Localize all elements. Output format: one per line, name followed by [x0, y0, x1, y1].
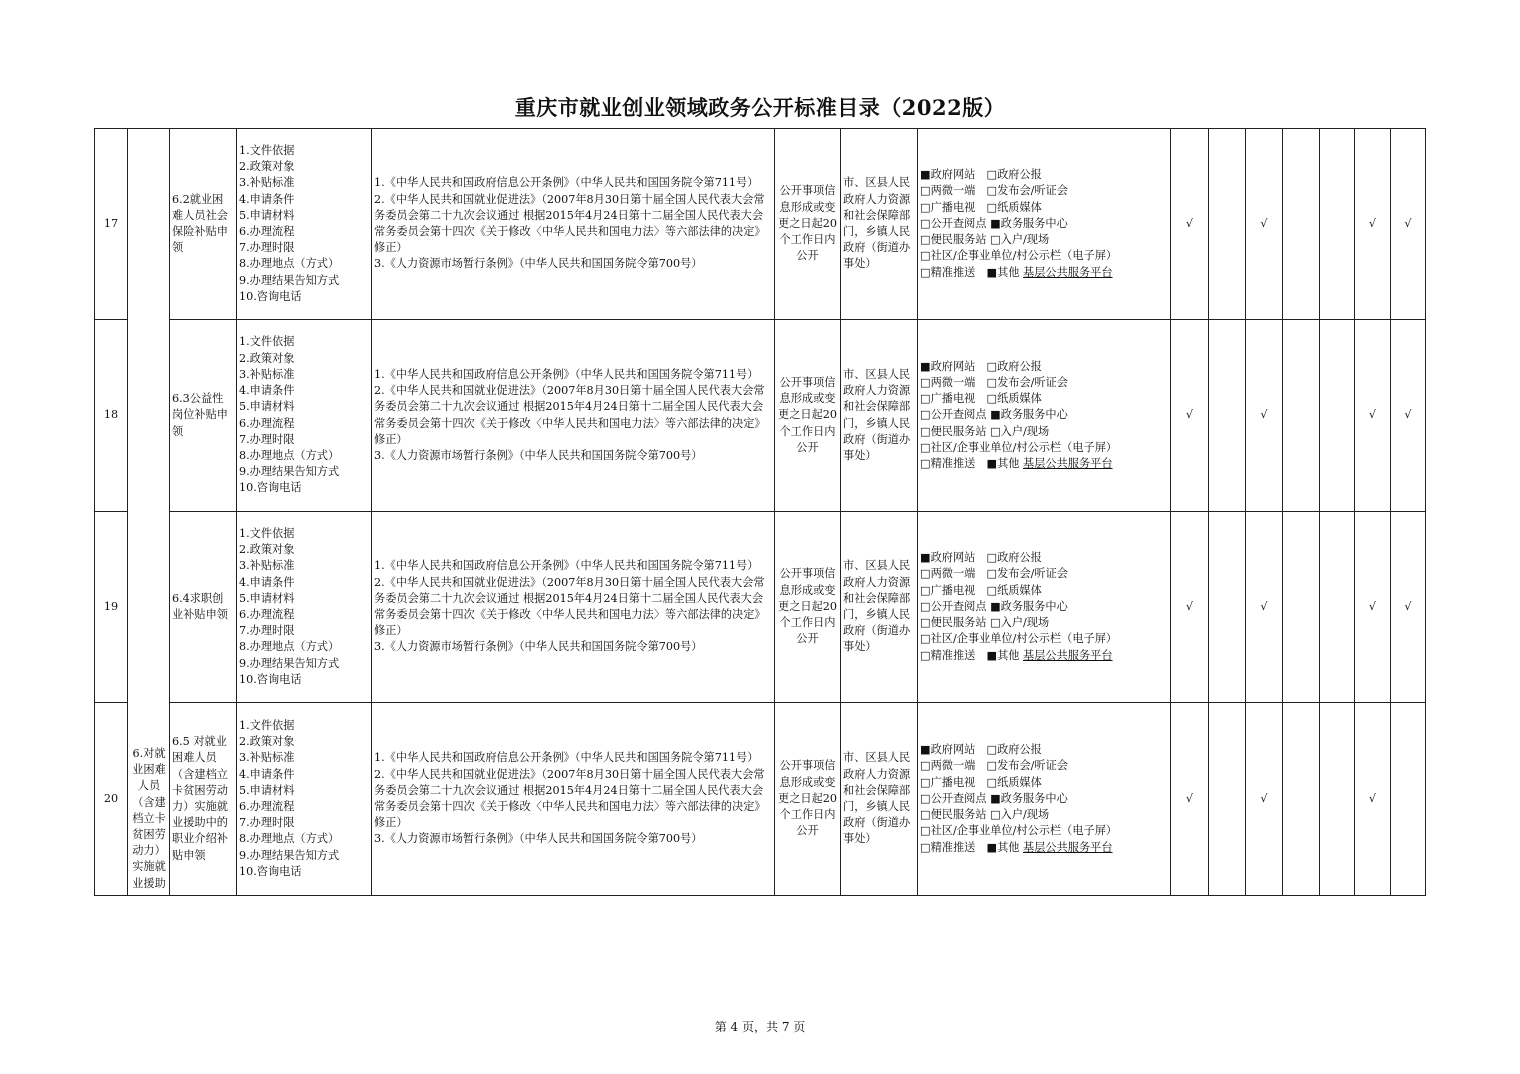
check-mark: √	[1246, 129, 1283, 320]
legal-basis: 1.《中华人民共和国政府信息公开条例》（中华人民共和国国务院令第711号） 2.《中华人民共和国就业促进法》（2007年8月30日第十届全国人民代表大会常务委员会第二十九次会议通过 根据2015年4月24日第十二届全国人民代表大会常务委员会第十四次《关于修改〈中华人民共和国电力法〉等六部法律的决定》修正） 3.《人力资源市场暂行条例》（中华人民共和国国务院令第700号）	[372, 512, 775, 703]
responsible-subject: 市、区县人民政府人力资源和社会保障部门，乡镇人民政府（街道办事处）	[841, 320, 918, 512]
content-items: 1.文件依据 2.政策对象 3.补贴标准 4.申请条件 5.申请材料 6.办理流程 7.办理时限 8.办理地点（方式） 9.办理结果告知方式 10.咨询电话	[237, 129, 372, 320]
channel-line: □公开查阅点 ■政务服务中心	[920, 791, 1068, 805]
channel-line: ■政府网站 □政府公报	[920, 551, 1042, 565]
channel-line: ■政府网站 □政府公报	[920, 168, 1042, 182]
item-name: 6.2就业困难人员社会保险补贴申领	[170, 129, 237, 320]
channel-line-prefix: □精准推送 ■其他	[920, 840, 1024, 854]
channel-line: □社区/企事业单位/村公示栏（电子屏）	[920, 632, 1118, 646]
other-channel-name: 基层公共服务平台	[1023, 840, 1113, 854]
check-mark: √	[1355, 129, 1391, 320]
channel-line: □社区/企事业单位/村公示栏（电子屏）	[920, 249, 1118, 263]
channel-line: □便民服务站 □入户/现场	[920, 424, 1050, 438]
table-row	[95, 512, 1426, 703]
time-limit: 公开事项信息形成或变更之日起20个工作日内公开	[775, 703, 841, 896]
empty-check-cell	[1283, 129, 1320, 320]
row-number: 20	[95, 703, 128, 896]
channels-cell	[918, 129, 1171, 320]
check-mark: √	[1391, 129, 1426, 320]
empty-check-cell	[1283, 512, 1320, 703]
channel-line: □便民服务站 □入户/现场	[920, 808, 1050, 822]
item-name: 6.5 对就业困难人员（含建档立卡贫困劳动力）实施就业援助中的职业介绍补贴申领	[170, 703, 237, 896]
responsible-subject: 市、区县人民政府人力资源和社会保障部门，乡镇人民政府（街道办事处）	[841, 129, 918, 320]
empty-check-cell	[1320, 129, 1355, 320]
channel-line	[920, 840, 1168, 856]
channel-line-prefix: □精准推送 ■其他	[920, 265, 1024, 279]
empty-check-cell	[1209, 703, 1246, 896]
channel-line: □公开查阅点 ■政务服务中心	[920, 408, 1068, 422]
content-items: 1.文件依据 2.政策对象 3.补贴标准 4.申请条件 5.申请材料 6.办理流程 7.办理时限 8.办理地点（方式） 9.办理结果告知方式 10.咨询电话	[237, 703, 372, 896]
channel-line: ■政府网站 □政府公报	[920, 359, 1042, 373]
empty-check-cell	[1209, 129, 1246, 320]
channel-line	[920, 648, 1168, 664]
table-body	[95, 129, 1426, 896]
time-limit: 公开事项信息形成或变更之日起20个工作日内公开	[775, 320, 841, 512]
check-mark: √	[1171, 320, 1209, 512]
channel-line-prefix: □精准推送 ■其他	[920, 457, 1024, 470]
channels-cell	[918, 512, 1171, 703]
check-mark: √	[1355, 703, 1391, 896]
channel-line-prefix: □精准推送 ■其他	[920, 648, 1024, 662]
channel-line: ■政府网站 □政府公报	[920, 743, 1042, 757]
item-name: 6.3公益性岗位补贴申领	[170, 320, 237, 512]
table-row	[95, 320, 1426, 512]
check-mark: √	[1171, 512, 1209, 703]
catalog-table	[94, 128, 1426, 896]
responsible-subject: 市、区县人民政府人力资源和社会保障部门，乡镇人民政府（街道办事处）	[841, 512, 918, 703]
item-name: 6.4求职创业补贴申领	[170, 512, 237, 703]
row-number: 19	[95, 512, 128, 703]
row-number: 17	[95, 129, 128, 320]
channel-line: □两微一端 □发布会/听证会	[920, 375, 1068, 389]
channel-line: □公开查阅点 ■政务服务中心	[920, 599, 1068, 613]
empty-check-cell	[1283, 320, 1320, 512]
channel-line	[920, 265, 1168, 281]
content-items: 1.文件依据 2.政策对象 3.补贴标准 4.申请条件 5.申请材料 6.办理流程 7.办理时限 8.办理地点（方式） 9.办理结果告知方式 10.咨询电话	[237, 512, 372, 703]
channel-line: □广播电视 □纸质媒体	[920, 200, 1042, 214]
check-mark: √	[1171, 129, 1209, 320]
check-mark: √	[1246, 703, 1283, 896]
check-mark: √	[1355, 320, 1391, 512]
channel-line: □便民服务站 □入户/现场	[920, 233, 1050, 247]
empty-check-cell	[1391, 703, 1426, 896]
category-label: 6.对就业困难人员（含建档立卡贫困劳动力）实施就业援助	[132, 747, 166, 890]
empty-check-cell	[1209, 320, 1246, 512]
page-footer: 第 4 页，共 7 页	[714, 1020, 806, 1034]
empty-check-cell	[1320, 320, 1355, 512]
channel-line	[920, 456, 1168, 472]
channel-line: □广播电视 □纸质媒体	[920, 392, 1042, 406]
channel-line: □两微一端 □发布会/听证会	[920, 184, 1068, 198]
page-title: 重庆市就业创业领域政务公开标准目录（2022版）	[514, 95, 1006, 120]
channel-line: □两微一端 □发布会/听证会	[920, 759, 1068, 773]
channels-cell	[918, 703, 1171, 896]
time-limit: 公开事项信息形成或变更之日起20个工作日内公开	[775, 512, 841, 703]
check-mark: √	[1246, 320, 1283, 512]
empty-check-cell	[1320, 703, 1355, 896]
check-mark: √	[1355, 512, 1391, 703]
empty-check-cell	[1283, 703, 1320, 896]
responsible-subject: 市、区县人民政府人力资源和社会保障部门，乡镇人民政府（街道办事处）	[841, 703, 918, 896]
channel-line: □广播电视 □纸质媒体	[920, 583, 1042, 597]
channel-line: □社区/企事业单位/村公示栏（电子屏）	[920, 824, 1118, 838]
channel-line: □便民服务站 □入户/现场	[920, 616, 1050, 630]
table-row	[95, 129, 1426, 320]
empty-check-cell	[1320, 512, 1355, 703]
content-items: 1.文件依据 2.政策对象 3.补贴标准 4.申请条件 5.申请材料 6.办理流程 7.办理时限 8.办理地点（方式） 9.办理结果告知方式 10.咨询电话	[237, 320, 372, 512]
table-row	[95, 703, 1426, 896]
category-cell	[128, 129, 170, 896]
other-channel-name: 基层公共服务平台	[1023, 457, 1113, 470]
channel-line: □广播电视 □纸质媒体	[920, 775, 1042, 789]
check-mark: √	[1391, 320, 1426, 512]
channel-line: □社区/企事业单位/村公示栏（电子屏）	[920, 440, 1118, 454]
check-mark: √	[1171, 703, 1209, 896]
row-number: 18	[95, 320, 128, 512]
empty-check-cell	[1209, 512, 1246, 703]
other-channel-name: 基层公共服务平台	[1023, 648, 1113, 662]
time-limit: 公开事项信息形成或变更之日起20个工作日内公开	[775, 129, 841, 320]
check-mark: √	[1246, 512, 1283, 703]
legal-basis: 1.《中华人民共和国政府信息公开条例》（中华人民共和国国务院令第711号） 2.《中华人民共和国就业促进法》（2007年8月30日第十届全国人民代表大会常务委员会第二十九次会议通过 根据2015年4月24日第十二届全国人民代表大会常务委员会第十四次《关于修改〈中华人民共和国电力法〉等六部法律的决定》修正） 3.《人力资源市场暂行条例》（中华人民共和国国务院令第700号）	[372, 320, 775, 512]
channels-cell	[918, 320, 1171, 512]
legal-basis: 1.《中华人民共和国政府信息公开条例》（中华人民共和国国务院令第711号） 2.《中华人民共和国就业促进法》（2007年8月30日第十届全国人民代表大会常务委员会第二十九次会议通过 根据2015年4月24日第十二届全国人民代表大会常务委员会第十四次《关于修改〈中华人民共和国电力法〉等六部法律的决定》修正） 3.《人力资源市场暂行条例》（中华人民共和国国务院令第700号）	[372, 703, 775, 896]
channel-line: □两微一端 □发布会/听证会	[920, 567, 1068, 581]
check-mark: √	[1391, 512, 1426, 703]
channel-line: □公开查阅点 ■政务服务中心	[920, 216, 1068, 230]
legal-basis: 1.《中华人民共和国政府信息公开条例》（中华人民共和国国务院令第711号） 2.《中华人民共和国就业促进法》（2007年8月30日第十届全国人民代表大会常务委员会第二十九次会议通过 根据2015年4月24日第十二届全国人民代表大会常务委员会第十四次《关于修改〈中华人民共和国电力法〉等六部法律的决定》修正） 3.《人力资源市场暂行条例》（中华人民共和国国务院令第700号）	[372, 129, 775, 320]
other-channel-name: 基层公共服务平台	[1023, 265, 1113, 279]
